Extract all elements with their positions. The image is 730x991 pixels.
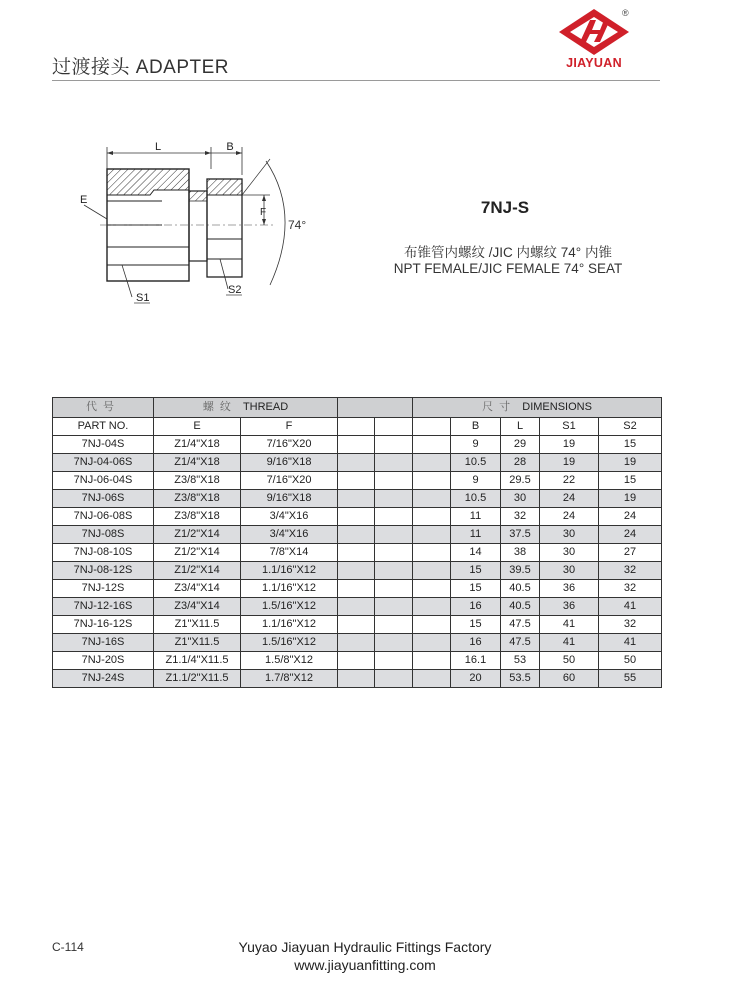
cell-e: Z1.1/4"X11.5 [154,652,241,670]
table-row [53,616,662,634]
cell-e: Z1/2"X14 [154,526,241,544]
cell-l: 53 [501,652,540,670]
product-description-zh: 布锥管内螺纹 /JIC 内螺纹 74° 内锥 [404,245,612,260]
cell-blank [338,490,375,508]
cell-s2: 55 [599,670,662,688]
dim-E-label: E [80,194,88,206]
cell-f: 1.5/8"X12 [241,652,338,670]
header-dimensions: 尺寸 DIMENSIONS [413,398,662,418]
cell-l: 47.5 [501,616,540,634]
cell-blank [413,436,451,454]
cell-blank [338,472,375,490]
cell-s2: 19 [599,490,662,508]
cell-b: 10.5 [451,454,501,472]
cell-s2: 32 [599,580,662,598]
table-row [53,490,662,508]
cell-s1: 30 [540,526,599,544]
cell-part: 7NJ-16S [53,634,154,652]
table-header-row-1 [53,398,662,418]
cell-e: Z3/4"X14 [154,598,241,616]
cell-blank [375,598,413,616]
cell-s2: 41 [599,634,662,652]
cell-s1: 30 [540,544,599,562]
cell-s1: 41 [540,634,599,652]
table-row [53,508,662,526]
cell-s2: 24 [599,508,662,526]
table-header-row-2 [53,418,662,436]
cell-part: 7NJ-06S [53,490,154,508]
cell-part: 7NJ-12S [53,580,154,598]
cell-e: Z3/8"X18 [154,508,241,526]
cell-part: 7NJ-04S [53,436,154,454]
cell-blank [375,544,413,562]
cell-l: 53.5 [501,670,540,688]
cell-b: 15 [451,616,501,634]
cell-f: 1.5/16"X12 [241,634,338,652]
header-divider [52,80,660,81]
angle-label: 74° [288,218,307,232]
dim-S1-label: S1 [136,292,150,304]
cell-blank [338,508,375,526]
page-title: 过渡接头 ADAPTER [52,57,230,78]
cell-f: 1.1/16"X12 [241,616,338,634]
cell-part: 7NJ-12-16S [53,598,154,616]
col-b: B [451,418,501,436]
cell-f: 1.1/16"X12 [241,580,338,598]
cell-l: 37.5 [501,526,540,544]
cell-blank [338,670,375,688]
cell-blank [375,508,413,526]
cell-part: 7NJ-16-12S [53,616,154,634]
cell-e: Z1/2"X14 [154,544,241,562]
cell-b: 9 [451,472,501,490]
table-row [53,652,662,670]
spec-table [52,397,662,688]
cell-blank [338,544,375,562]
col-blank [413,418,451,436]
cell-l: 39.5 [501,562,540,580]
cell-blank [375,472,413,490]
cell-blank [338,436,375,454]
cell-s2: 19 [599,454,662,472]
cell-s1: 36 [540,580,599,598]
cell-s1: 30 [540,562,599,580]
cell-f: 1.1/16"X12 [241,562,338,580]
col-l: L [501,418,540,436]
table-row [53,598,662,616]
table-row [53,436,662,454]
cell-b: 14 [451,544,501,562]
jiayuan-logo [556,6,666,76]
col-f: F [241,418,338,436]
cell-b: 15 [451,562,501,580]
cell-s1: 50 [540,652,599,670]
logo-mark-icon [556,6,632,56]
product-model: 7NJ-S [480,198,530,217]
cell-blank [413,562,451,580]
cell-b: 11 [451,508,501,526]
cell-s1: 24 [540,508,599,526]
cell-blank [338,454,375,472]
col-blank [375,418,413,436]
cell-blank [413,598,451,616]
header-blank-1 [338,398,413,418]
cell-s1: 19 [540,436,599,454]
table-row [53,634,662,652]
cell-s2: 32 [599,616,662,634]
cell-part: 7NJ-04-06S [53,454,154,472]
cell-f: 7/8"X14 [241,544,338,562]
cell-blank [338,598,375,616]
cell-blank [413,454,451,472]
fitting-drawing [70,135,330,310]
registered-mark: ® [622,8,629,18]
cell-l: 30 [501,490,540,508]
table-row [53,562,662,580]
col-blank [338,418,375,436]
col-s1: S1 [540,418,599,436]
cell-e: Z1.1/2"X11.5 [154,670,241,688]
cell-b: 16 [451,634,501,652]
cell-e: Z1/4"X18 [154,454,241,472]
cell-s2: 32 [599,562,662,580]
cell-s1: 41 [540,616,599,634]
cell-f: 3/4"X16 [241,508,338,526]
cell-f: 7/16"X20 [241,472,338,490]
cell-part: 7NJ-08-10S [53,544,154,562]
dim-L-label: L [154,141,162,153]
cell-f: 9/16"X18 [241,454,338,472]
cell-blank [338,634,375,652]
cell-l: 40.5 [501,598,540,616]
cell-l: 47.5 [501,634,540,652]
cell-e: Z3/8"X18 [154,472,241,490]
cell-s1: 24 [540,490,599,508]
cell-blank [413,508,451,526]
cell-b: 15 [451,580,501,598]
cell-f: 1.5/16"X12 [241,598,338,616]
cell-f: 1.7/8"X12 [241,670,338,688]
cell-blank [375,490,413,508]
cell-blank [413,526,451,544]
dim-F-label: F [260,207,267,218]
cell-blank [413,580,451,598]
cell-l: 38 [501,544,540,562]
cell-b: 16 [451,598,501,616]
cell-blank [338,580,375,598]
cell-b: 16.1 [451,652,501,670]
cell-part: 7NJ-20S [53,652,154,670]
cell-blank [413,652,451,670]
cell-f: 7/16"X20 [241,436,338,454]
col-part-no: PART NO. [53,418,154,436]
cell-part: 7NJ-24S [53,670,154,688]
cell-b: 11 [451,526,501,544]
cell-blank [413,490,451,508]
cell-s1: 19 [540,454,599,472]
table-row [53,544,662,562]
cell-s2: 27 [599,544,662,562]
cell-blank [375,670,413,688]
cell-blank [375,616,413,634]
cell-l: 28 [501,454,540,472]
cell-blank [338,562,375,580]
cell-blank [375,526,413,544]
col-e: E [154,418,241,436]
cell-e: Z3/8"X18 [154,490,241,508]
cell-blank [375,454,413,472]
table-row [53,580,662,598]
company-website: www.jiayuanfitting.com [294,957,436,973]
table-row [53,454,662,472]
cell-f: 3/4"X16 [241,526,338,544]
cell-part: 7NJ-06-08S [53,508,154,526]
cell-blank [413,670,451,688]
cell-blank [375,634,413,652]
table-row [53,670,662,688]
cell-blank [375,652,413,670]
cell-l: 40.5 [501,580,540,598]
cell-s1: 36 [540,598,599,616]
col-s2: S2 [599,418,662,436]
cell-l: 29.5 [501,472,540,490]
cell-s1: 60 [540,670,599,688]
cell-b: 20 [451,670,501,688]
dim-S2-label: S2 [228,284,242,296]
header-part-zh: 代号 [53,398,154,418]
cell-s2: 15 [599,436,662,454]
cell-e: Z1/2"X14 [154,562,241,580]
cell-blank [413,544,451,562]
cell-b: 10.5 [451,490,501,508]
logo-text: JIAYUAN [566,56,622,70]
cell-b: 9 [451,436,501,454]
cell-part: 7NJ-06-04S [53,472,154,490]
cell-l: 29 [501,436,540,454]
cell-blank [375,436,413,454]
cell-s1: 22 [540,472,599,490]
cell-s2: 24 [599,526,662,544]
cell-f: 9/16"X18 [241,490,338,508]
cell-blank [338,652,375,670]
cell-blank [413,472,451,490]
dim-B-label: B [226,141,234,153]
company-name: Yuyao Jiayuan Hydraulic Fittings Factory [238,939,492,955]
cell-e: Z3/4"X14 [154,580,241,598]
cell-l: 32 [501,508,540,526]
header-thread: 螺纹 THREAD [154,398,338,418]
cell-part: 7NJ-08S [53,526,154,544]
cell-blank [413,634,451,652]
cell-blank [338,616,375,634]
cell-e: Z1/4"X18 [154,436,241,454]
cell-s2: 50 [599,652,662,670]
cell-s2: 15 [599,472,662,490]
table-row [53,526,662,544]
cell-blank [338,526,375,544]
cell-blank [375,562,413,580]
cell-blank [413,616,451,634]
cell-part: 7NJ-08-12S [53,562,154,580]
cell-e: Z1"X11.5 [154,616,241,634]
page-number: C-114 [52,940,84,954]
product-description-en: NPT FEMALE/JIC FEMALE 74° SEAT [393,261,623,276]
cell-blank [375,580,413,598]
table-row [53,472,662,490]
cell-s2: 41 [599,598,662,616]
cell-e: Z1"X11.5 [154,634,241,652]
